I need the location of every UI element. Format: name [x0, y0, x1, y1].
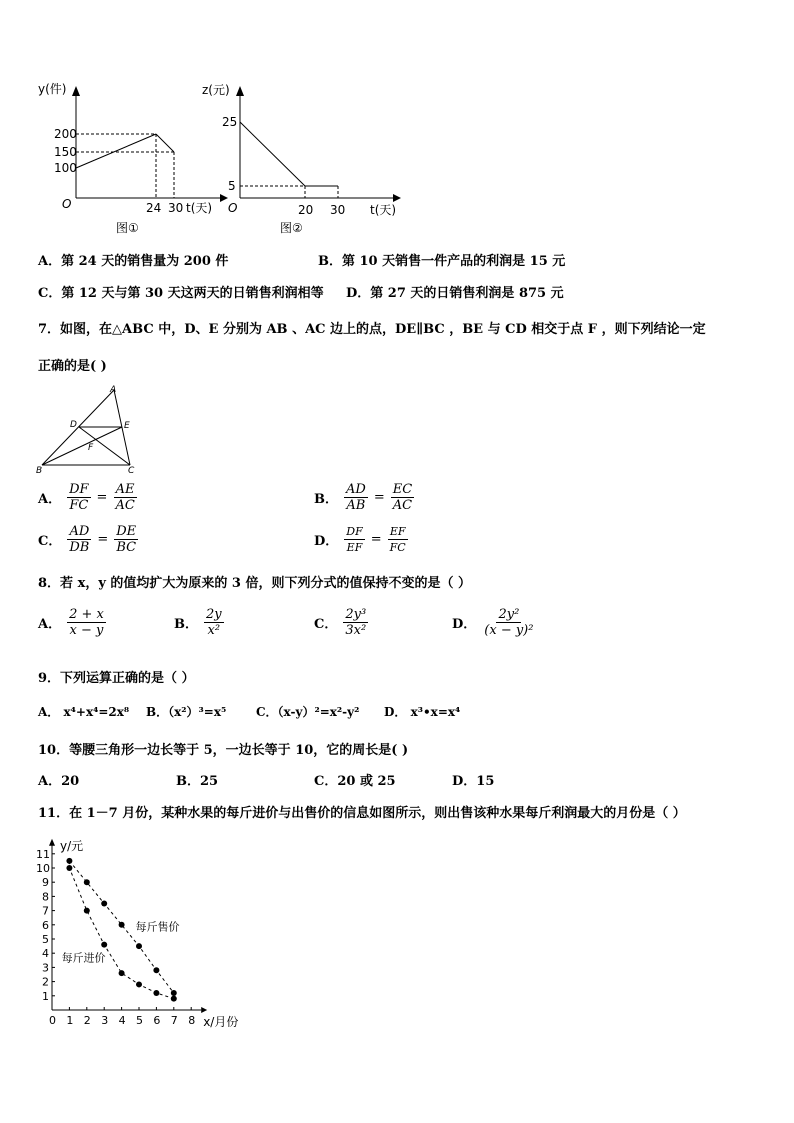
y-tick-label: 4	[42, 947, 49, 961]
y-tick-label: 8	[42, 890, 49, 904]
q8-option-b: B． $\frac{2y}{\text{x²}}$	[174, 607, 222, 638]
sell-price-point	[66, 858, 72, 864]
q9-stem: 9．下列运算正确的是（ ）	[38, 671, 195, 686]
q7-stem-line2: 正确的是( )	[38, 359, 107, 374]
x-axis-arrow	[201, 1007, 207, 1013]
sell-price-point	[101, 901, 107, 907]
cost-price-point	[66, 865, 72, 871]
fig1-origin: O	[62, 197, 72, 211]
cost-price-point	[171, 996, 177, 1002]
y-tick-label: 10	[36, 862, 50, 875]
y-axis-label: y/元	[60, 838, 84, 853]
q6-option-d: D．第 27 天的日销售利润是 875 元	[346, 286, 564, 301]
q10-stem: 10．等腰三角形一边长等于 5，一边长等于 10，它的周长是( )	[38, 743, 409, 758]
x-tick-label: 4	[118, 1014, 126, 1027]
q7-fig-label-c: C	[128, 466, 135, 474]
fig2-xtick-30: 30	[330, 203, 346, 217]
x-tick-label: 5	[136, 1014, 143, 1027]
q8-stem: 8．若 x，y 的值均扩大为原来的 3 倍，则下列分式的值保持不变的是（ ）	[38, 576, 472, 591]
fig1-ytick-100: 100	[54, 161, 77, 175]
q9-option-a: A． x⁴+x⁴=2x⁸	[38, 705, 130, 719]
x-tick-label: 7	[170, 1014, 178, 1027]
fig1-caption: 图①	[116, 221, 139, 235]
x-tick-label: 0	[49, 1014, 56, 1027]
q7-option-d: D． $\frac{DF}{EF}$ = $\frac{EF}{FC}$	[314, 525, 406, 554]
y-tick-label: 9	[42, 876, 49, 890]
x-axis-label: x/月份	[203, 1015, 239, 1029]
fig1-xtick-24: 24	[146, 201, 162, 215]
y-tick-label: 3	[42, 961, 49, 975]
q7-fig-label-d: D	[70, 420, 77, 430]
q9-option-d: D． x³•x=x⁴	[384, 705, 461, 719]
figure-2	[198, 78, 408, 238]
x-tick-label: 6	[153, 1014, 161, 1027]
y-tick-label: 5	[42, 933, 49, 946]
q8-option-a: A． $\frac{2 + x}{x - y}$	[38, 607, 104, 638]
x-tick-label: 1	[66, 1014, 74, 1027]
y-axis-arrow	[49, 839, 55, 846]
y-tick-label: 1	[42, 989, 49, 1003]
q11-stem: 11．在 1－7 月份，某种水果的每斤进价与出售价的信息如图所示，则出售该种水果每斤利润最大的月份是（ ）	[38, 806, 686, 821]
q7-fig-label-a: A	[110, 385, 117, 395]
q10-option-a: A．20	[38, 774, 80, 789]
cost-price-point	[153, 990, 159, 996]
q8-option-d: D． $\frac{\text{2y²}}{\text{(x − y)²}}$	[452, 607, 534, 638]
q9-option-c: C．（x-y）²=x²-y²	[256, 705, 360, 719]
x-tick-label: 8	[188, 1014, 196, 1027]
q10-option-b: B．25	[176, 774, 219, 789]
fig2-xlabel: t(天)	[370, 203, 397, 217]
cost-price-point	[136, 981, 142, 987]
q7-option-c: C． $\frac{AD}{DB}$ = $\frac{DE}{BC}$	[38, 524, 137, 555]
q9-option-b: B．（x²）³=x⁵	[146, 705, 227, 719]
y-tick-label: 11	[36, 847, 50, 861]
series-label-sell: 每斤售价	[135, 920, 180, 934]
sell-price-point	[119, 922, 125, 928]
q10-option-d: D．15	[452, 774, 495, 789]
y-tick-label: 6	[42, 918, 49, 932]
q8-option-c: C． $\frac{\text{2y³}}{\text{3x²}}$	[314, 607, 367, 638]
q7-stem-line1: 7．如图，在△ABC 中，D、E 分别为 AB 、AC 边上的点，DE∥BC ，BE 与 CD 相交于点 F ，则下列结论一定	[38, 322, 706, 337]
fig1-ylabel: y(件)	[38, 82, 67, 96]
q7-fig-label-f: F	[88, 443, 94, 453]
fig1-ytick-150: 150	[54, 145, 77, 159]
sell-price-point	[153, 967, 159, 973]
q7-option-b: B． $\frac{AD}{AB}$ = $\frac{EC}{AC}$	[314, 482, 413, 513]
q11-chart	[28, 826, 258, 1036]
q6-option-a: A．第 24 天的销售量为 200 件	[38, 254, 229, 269]
q10-option-c: C．20 或 25	[314, 774, 396, 789]
series-label-cost: 每斤进价	[61, 951, 106, 965]
q7-option-a: A． $\frac{DF}{FC}$ = $\frac{AE}{AC}$	[38, 482, 135, 513]
fig2-xtick-20: 20	[298, 203, 314, 217]
sell-price-point	[136, 943, 142, 949]
x-tick-label: 2	[83, 1014, 91, 1027]
cost-price-point	[84, 908, 90, 914]
sell-price-point	[84, 879, 90, 885]
fig2-ytick-25: 25	[222, 115, 238, 129]
cost-price-point	[119, 970, 125, 976]
fig2-caption: 图②	[280, 221, 303, 235]
fig1-xtick-30: 30	[168, 201, 184, 215]
q6-option-c: C．第 12 天与第 30 天这两天的日销售利润相等	[38, 286, 324, 301]
fig2-ytick-5: 5	[228, 179, 236, 193]
y-tick-label: 2	[42, 975, 49, 989]
fig1-ytick-200: 200	[54, 127, 77, 141]
cost-price-point	[101, 942, 107, 948]
q7-fig-label-b: B	[36, 466, 43, 474]
q7-triangle-figure	[34, 382, 144, 474]
fig1-xlabel: t(天)	[186, 201, 213, 215]
q6-option-b: B．第 10 天销售一件产品的利润是 15 元	[318, 254, 566, 269]
fig2-origin: O	[228, 201, 238, 215]
q7-fig-label-e: E	[124, 421, 130, 431]
sell-price-point	[171, 990, 177, 996]
y-tick-label: 7	[42, 904, 49, 918]
x-tick-label: 3	[101, 1014, 109, 1027]
fig2-ylabel: z(元)	[202, 83, 230, 97]
